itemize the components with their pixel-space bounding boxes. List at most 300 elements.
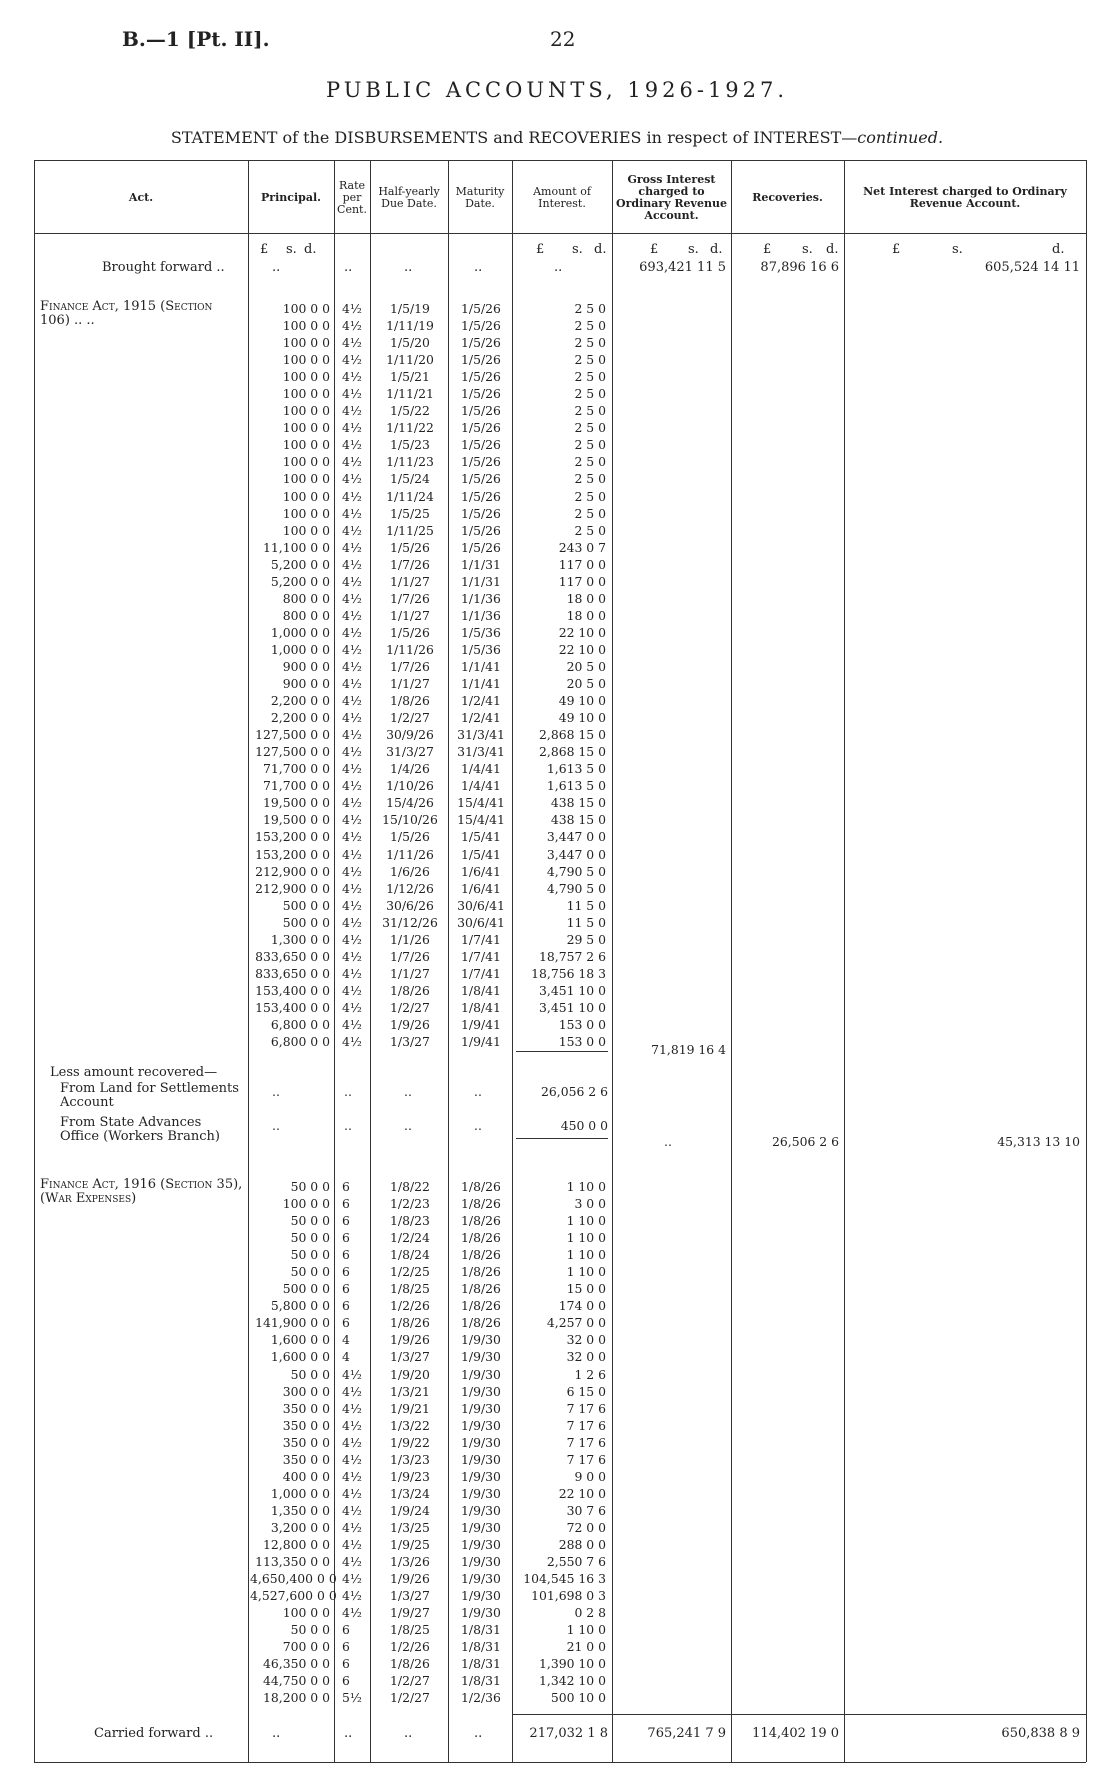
principal-cell: 500 0 0 (282, 897, 330, 913)
rate-cell: 4½ (342, 812, 362, 828)
half-yearly-date-cell: 1/9/24 (390, 1502, 430, 1518)
less-recovered-label: Less amount recovered— (50, 1065, 218, 1080)
col-principal: Principal. (261, 191, 321, 204)
table-row (34, 777, 1086, 794)
rate-cell: 4½ (342, 369, 362, 385)
rate-cell: 4½ (342, 846, 362, 862)
rate-cell: 6 (342, 1656, 350, 1672)
rate-cell: 4½ (342, 965, 362, 981)
half-yearly-date-cell: 1/8/26 (390, 1656, 430, 1672)
interest-amount-cell: 21 0 0 (566, 1639, 606, 1655)
carried-forward-label: Carried forward .. (94, 1726, 214, 1741)
table-row (34, 794, 1086, 811)
recovery-land-amount: 26,056 2 6 (541, 1084, 608, 1099)
carried-forward-amount: 217,032 1 8 (529, 1726, 608, 1741)
maturity-date-cell: 1/5/26 (461, 403, 501, 419)
half-yearly-date-cell: 1/7/26 (390, 658, 430, 674)
half-yearly-date-cell: 1/11/20 (386, 352, 434, 368)
page-number: 22 (550, 27, 576, 51)
maturity-date-cell: 1/8/26 (461, 1281, 501, 1297)
section-label-finance-act-1916: Finance Act, 1916 (Section 35),(War Expenses) (40, 1177, 243, 1206)
interest-amount-cell: 1 10 0 (566, 1622, 606, 1638)
principal-cell: 18,200 0 0 (263, 1690, 330, 1706)
maturity-date-cell: 1/1/36 (461, 607, 501, 623)
rate-cell: 6 (342, 1247, 350, 1263)
table-row (34, 351, 1086, 368)
rate-cell: 4½ (342, 488, 362, 504)
interest-amount-cell: 3,447 0 0 (546, 846, 606, 862)
rate-cell: 4½ (342, 727, 362, 743)
maturity-date-cell: 1/8/41 (461, 999, 501, 1015)
maturity-date-cell: 1/8/26 (461, 1264, 501, 1280)
unit-shilling: s. (572, 242, 583, 257)
half-yearly-date-cell: 1/5/20 (390, 335, 430, 351)
principal-cell: 800 0 0 (282, 607, 330, 623)
rate-cell: 4½ (342, 556, 362, 572)
table-row (34, 1689, 1086, 1706)
half-yearly-date-cell: 15/10/26 (382, 812, 438, 828)
col-gross: Gross Interest charged to Ordinary Revenue Account. (616, 173, 727, 222)
maturity-date-cell: 1/7/41 (461, 931, 501, 947)
table-row (34, 675, 1086, 692)
principal-cell: 500 0 0 (282, 914, 330, 930)
table-row (34, 556, 1086, 573)
table-row (34, 488, 1086, 505)
recoveries-total-1915: 26,506 2 6 (772, 1134, 839, 1149)
half-yearly-date-cell: 1/8/23 (390, 1213, 430, 1229)
table-row (34, 982, 1086, 999)
interest-amount-cell: 438 15 0 (550, 795, 606, 811)
maturity-date-cell: 1/8/26 (461, 1298, 501, 1314)
rate-cell: 4½ (342, 1366, 362, 1382)
interest-amount-cell: 2 5 0 (574, 454, 606, 470)
brought-forward-rate: .. (344, 260, 353, 275)
half-yearly-date-cell: 1/7/26 (390, 590, 430, 606)
half-yearly-date-cell: 1/8/26 (390, 982, 430, 998)
interest-amount-cell: 2 5 0 (574, 488, 606, 504)
table-row (34, 1434, 1086, 1451)
principal-cell: 127,500 0 0 (255, 727, 330, 743)
principal-cell: 100 0 0 (282, 505, 330, 521)
gross-recovery-dots: .. (664, 1134, 672, 1149)
table-row (34, 658, 1086, 675)
rate-cell: 4½ (342, 573, 362, 589)
principal-cell: 1,350 0 0 (270, 1502, 330, 1518)
maturity-date-cell: 1/9/30 (461, 1605, 501, 1621)
maturity-date-cell: 1/9/30 (461, 1366, 501, 1382)
interest-amount-cell: 174 0 0 (558, 1298, 606, 1314)
principal-cell: 50 0 0 (290, 1247, 330, 1263)
principal-cell: 19,500 0 0 (263, 795, 330, 811)
table-row (34, 300, 1086, 317)
maturity-date-cell: 1/8/31 (461, 1639, 501, 1655)
maturity-date-cell: 1/4/41 (461, 761, 501, 777)
half-yearly-date-cell: 1/3/26 (390, 1554, 430, 1570)
rate-cell: 4½ (342, 471, 362, 487)
principal-cell: 71,700 0 0 (263, 761, 330, 777)
principal-cell: 153,400 0 0 (255, 999, 330, 1015)
interest-amount-cell: 2 5 0 (574, 420, 606, 436)
unit-pence: d. (710, 242, 723, 257)
maturity-date-cell: 1/2/41 (461, 710, 501, 726)
recovery-land-rate: .. (344, 1084, 352, 1099)
maturity-date-cell: 1/1/31 (461, 556, 501, 572)
maturity-date-cell: 1/8/26 (461, 1315, 501, 1331)
half-yearly-date-cell: 1/1/27 (390, 965, 430, 981)
table-row (34, 931, 1086, 948)
table-row (34, 1621, 1086, 1638)
maturity-date-cell: 1/8/26 (461, 1196, 501, 1212)
principal-cell: 100 0 0 (282, 437, 330, 453)
maturity-date-cell: 1/8/31 (461, 1673, 501, 1689)
interest-amount-cell: 101,698 0 3 (531, 1588, 606, 1604)
principal-cell: 833,650 0 0 (255, 965, 330, 981)
principal-cell: 50 0 0 (290, 1230, 330, 1246)
brought-forward-gross: 693,421 11 5 (639, 260, 726, 275)
table-row (34, 811, 1086, 828)
half-yearly-date-cell: 1/8/26 (390, 1315, 430, 1331)
half-yearly-date-cell: 1/10/26 (386, 778, 434, 794)
table-row (34, 334, 1086, 351)
table-row (34, 1195, 1086, 1212)
rate-cell: 4½ (342, 607, 362, 623)
brought-forward-principal: .. (272, 260, 281, 275)
interest-amount-cell: 22 10 0 (558, 624, 606, 640)
rate-cell: 4½ (342, 1016, 362, 1032)
principal-cell: 2,200 0 0 (270, 710, 330, 726)
interest-amount-cell: 18 0 0 (566, 607, 606, 623)
unit-shilling: s. (286, 242, 297, 257)
rate-cell: 4½ (342, 1468, 362, 1484)
rate-cell: 4½ (342, 693, 362, 709)
rate-cell: 4½ (342, 1502, 362, 1518)
half-yearly-date-cell: 1/2/25 (390, 1264, 430, 1280)
principal-cell: 350 0 0 (282, 1400, 330, 1416)
half-yearly-date-cell: 1/3/27 (390, 1349, 430, 1365)
maturity-date-cell: 1/8/31 (461, 1656, 501, 1672)
table-row (34, 317, 1086, 334)
maturity-date-cell: 1/9/30 (461, 1332, 501, 1348)
principal-cell: 1,000 0 0 (270, 624, 330, 640)
maturity-date-cell: 1/5/26 (461, 522, 501, 538)
carried-forward-recoveries: 114,402 19 0 (752, 1726, 839, 1741)
principal-cell: 1,600 0 0 (270, 1349, 330, 1365)
statement-subtitle (0, 128, 1114, 147)
principal-cell: 1,300 0 0 (270, 931, 330, 947)
half-yearly-date-cell: 1/9/25 (390, 1536, 430, 1552)
half-yearly-date-cell: 15/4/26 (386, 795, 434, 811)
page-header-left: B.—1 [Pt. II]. (122, 27, 270, 51)
half-yearly-date-cell: 1/5/26 (390, 829, 430, 845)
rate-cell: 6 (342, 1213, 350, 1229)
half-yearly-date-cell: 1/1/27 (390, 607, 430, 623)
half-yearly-date-cell: 1/3/23 (390, 1451, 430, 1467)
interest-amount-cell: 15 0 0 (566, 1281, 606, 1297)
maturity-date-cell: 1/9/30 (461, 1434, 501, 1450)
half-yearly-date-cell: 1/5/26 (390, 539, 430, 555)
maturity-date-cell: 1/5/26 (461, 505, 501, 521)
half-yearly-date-cell: 1/9/21 (390, 1400, 430, 1416)
rate-cell: 4½ (342, 1571, 362, 1587)
table-row (34, 1229, 1086, 1246)
rate-cell: 4½ (342, 897, 362, 913)
rate-cell: 4½ (342, 1451, 362, 1467)
unit-shilling: s. (952, 242, 963, 257)
table-row (34, 1417, 1086, 1434)
rate-cell: 4½ (342, 999, 362, 1015)
rate-cell: 4½ (342, 1519, 362, 1535)
table-row (34, 1553, 1086, 1570)
rate-cell: 6 (342, 1281, 350, 1297)
maturity-date-cell: 1/8/26 (461, 1179, 501, 1194)
col-act: Act. (128, 191, 154, 204)
principal-cell: 100 0 0 (282, 386, 330, 402)
rate-cell: 4 (342, 1349, 350, 1365)
principal-cell: 4,527,600 0 0 (250, 1588, 337, 1604)
half-yearly-date-cell: 1/2/26 (390, 1298, 430, 1314)
half-yearly-date-cell: 1/2/27 (390, 710, 430, 726)
maturity-date-cell: 1/6/41 (461, 880, 501, 896)
interest-amount-cell: 3,447 0 0 (546, 829, 606, 845)
recovery-state-rate: .. (344, 1118, 352, 1133)
subtotal-rule (516, 1051, 608, 1052)
half-yearly-date-cell: 1/2/23 (390, 1196, 430, 1212)
brought-forward-net: 605,524 14 11 (984, 260, 1080, 275)
half-yearly-date-cell: 1/7/26 (390, 556, 430, 572)
interest-amount-cell: 7 17 6 (566, 1400, 606, 1416)
subtitle-main: STATEMENT of the DISBURSEMENTS and RECOVERIES in respect of INTEREST— (170, 128, 858, 147)
half-yearly-date-cell: 1/9/26 (390, 1016, 430, 1032)
half-yearly-date-cell: 1/3/27 (390, 1034, 430, 1050)
rate-cell: 4½ (342, 1485, 362, 1501)
interest-amount-cell: 2 5 0 (574, 403, 606, 419)
table-row (34, 470, 1086, 487)
maturity-date-cell: 1/5/26 (461, 301, 501, 316)
maturity-date-cell: 1/9/30 (461, 1554, 501, 1570)
maturity-date-cell: 1/9/30 (461, 1400, 501, 1416)
half-yearly-date-cell: 1/3/24 (390, 1485, 430, 1501)
principal-cell: 100 0 0 (282, 318, 330, 334)
maturity-date-cell: 1/1/31 (461, 573, 501, 589)
half-yearly-date-cell: 1/1/26 (390, 931, 430, 947)
table-row (34, 607, 1086, 624)
interest-amount-cell: 9 0 0 (574, 1468, 606, 1484)
rate-cell: 6 (342, 1196, 350, 1212)
table-row (34, 1212, 1086, 1229)
maturity-date-cell: 1/8/26 (461, 1247, 501, 1263)
principal-cell: 212,900 0 0 (255, 880, 330, 896)
interest-amount-cell: 1 10 0 (566, 1264, 606, 1280)
interest-amount-cell: 18,756 18 3 (531, 965, 606, 981)
maturity-date-cell: 1/5/26 (461, 420, 501, 436)
principal-cell: 46,350 0 0 (263, 1656, 330, 1672)
half-yearly-date-cell: 1/3/25 (390, 1519, 430, 1535)
interest-amount-cell: 30 7 6 (566, 1502, 606, 1518)
interest-amount-cell: 72 0 0 (566, 1519, 606, 1535)
table-row (34, 1672, 1086, 1689)
interest-amount-cell: 7 17 6 (566, 1434, 606, 1450)
half-yearly-date-cell: 1/2/27 (390, 1673, 430, 1689)
half-yearly-date-cell: 1/5/26 (390, 624, 430, 640)
half-yearly-date-cell: 1/1/27 (390, 676, 430, 692)
table-row (34, 419, 1086, 436)
rate-cell: 4½ (342, 386, 362, 402)
principal-cell: 100 0 0 (282, 1605, 330, 1621)
table-row (34, 846, 1086, 863)
recovery-land-settlements-label: From Land for Settlements Account (60, 1081, 239, 1110)
table-row (34, 1178, 1086, 1195)
half-yearly-date-cell: 1/2/27 (390, 999, 430, 1015)
table-row (34, 914, 1086, 931)
rate-cell: 4½ (342, 1536, 362, 1552)
rate-cell: 4½ (342, 301, 362, 316)
interest-amount-cell: 2 5 0 (574, 318, 606, 334)
principal-cell: 141,900 0 0 (255, 1315, 330, 1331)
rate-cell: 4½ (342, 1034, 362, 1050)
rate-cell: 4½ (342, 1400, 362, 1416)
maturity-date-cell: 1/5/26 (461, 318, 501, 334)
principal-cell: 5,200 0 0 (270, 556, 330, 572)
maturity-date-cell: 1/1/36 (461, 590, 501, 606)
principal-cell: 153,400 0 0 (255, 982, 330, 998)
rate-cell: 4½ (342, 914, 362, 930)
principal-cell: 350 0 0 (282, 1434, 330, 1450)
rate-cell: 4½ (342, 505, 362, 521)
half-yearly-date-cell: 1/9/26 (390, 1571, 430, 1587)
unit-pence: d. (304, 242, 317, 257)
half-yearly-date-cell: 1/2/24 (390, 1230, 430, 1246)
table-row (34, 948, 1086, 965)
interest-amount-cell: 2 5 0 (574, 369, 606, 385)
principal-cell: 900 0 0 (282, 676, 330, 692)
half-yearly-date-cell: 1/11/23 (386, 454, 434, 470)
table-row (34, 624, 1086, 641)
rate-cell: 4½ (342, 795, 362, 811)
interest-amount-cell: 18 0 0 (566, 590, 606, 606)
half-yearly-date-cell: 1/8/22 (390, 1179, 430, 1194)
rate-cell: 4½ (342, 539, 362, 555)
carried-forward-net: 650,838 8 9 (1001, 1726, 1080, 1741)
half-yearly-date-cell: 1/3/21 (390, 1383, 430, 1399)
unit-pound: £ (892, 242, 901, 257)
unit-pence: d. (826, 242, 839, 257)
maturity-date-cell: 1/8/26 (461, 1230, 501, 1246)
interest-amount-cell: 2 5 0 (574, 301, 606, 316)
half-yearly-date-cell: 1/11/24 (386, 488, 434, 504)
maturity-date-cell: 1/6/41 (461, 863, 501, 879)
principal-cell: 3,200 0 0 (270, 1519, 330, 1535)
table-row (34, 1400, 1086, 1417)
table-row (34, 522, 1086, 539)
half-yearly-date-cell: 1/3/22 (390, 1417, 430, 1433)
table-row (34, 760, 1086, 777)
half-yearly-date-cell: 1/11/22 (386, 420, 434, 436)
rate-cell: 4½ (342, 710, 362, 726)
interest-amount-cell: 7 17 6 (566, 1417, 606, 1433)
interest-amount-cell: 3 0 0 (574, 1196, 606, 1212)
maturity-date-cell: 1/1/41 (461, 676, 501, 692)
rate-cell: 4 (342, 1332, 350, 1348)
principal-cell: 350 0 0 (282, 1417, 330, 1433)
principal-cell: 44,750 0 0 (263, 1673, 330, 1689)
half-yearly-date-cell: 1/8/25 (390, 1622, 430, 1638)
maturity-date-cell: 1/9/30 (461, 1502, 501, 1518)
principal-cell: 6,800 0 0 (270, 1034, 330, 1050)
half-yearly-date-cell: 1/5/19 (390, 301, 430, 316)
maturity-date-cell: 1/9/30 (461, 1417, 501, 1433)
principal-cell: 100 0 0 (282, 335, 330, 351)
rate-cell: 4½ (342, 641, 362, 657)
half-yearly-date-cell: 1/4/26 (390, 761, 430, 777)
principal-cell: 1,000 0 0 (270, 1485, 330, 1501)
interest-amount-cell: 1,342 10 0 (539, 1673, 606, 1689)
carried-forward-gross: 765,241 7 9 (647, 1726, 726, 1741)
half-yearly-date-cell: 1/2/26 (390, 1639, 430, 1655)
interest-amount-cell: 2 5 0 (574, 505, 606, 521)
rate-cell: 4½ (342, 829, 362, 845)
table-row (34, 965, 1086, 982)
half-yearly-date-cell: 1/3/27 (390, 1588, 430, 1604)
recovery-state-amount: 450 0 0 (560, 1118, 608, 1133)
rate-cell: 4½ (342, 590, 362, 606)
col-rate: Rate per Cent. (337, 179, 367, 216)
table-row (34, 1383, 1086, 1400)
half-yearly-date-cell: 30/6/26 (386, 897, 434, 913)
principal-cell: 100 0 0 (282, 1196, 330, 1212)
maturity-date-cell: 1/9/30 (461, 1451, 501, 1467)
half-yearly-date-cell: 1/7/26 (390, 948, 430, 964)
half-yearly-date-cell: 31/12/26 (382, 914, 438, 930)
half-yearly-date-cell: 1/5/21 (390, 369, 430, 385)
rate-cell: 4½ (342, 778, 362, 794)
rate-cell: 6 (342, 1230, 350, 1246)
unit-shilling: s. (688, 242, 699, 257)
recovery-state-advances-label: From State Advances Office (Workers Branch) (60, 1115, 220, 1144)
brought-forward-half: .. (404, 260, 413, 275)
table-row (34, 1263, 1086, 1280)
interest-amount-cell: 4,790 5 0 (546, 863, 606, 879)
table-row (34, 641, 1086, 658)
table-row (34, 709, 1086, 726)
interest-amount-cell: 11 5 0 (566, 914, 606, 930)
rate-cell: 6 (342, 1264, 350, 1280)
interest-amount-cell: 104,545 16 3 (523, 1571, 606, 1587)
principal-cell: 100 0 0 (282, 369, 330, 385)
interest-amount-cell: 500 10 0 (550, 1690, 606, 1706)
interest-amount-cell: 153 0 0 (558, 1016, 606, 1032)
unit-pound: £ (536, 242, 545, 257)
recovery-land-maturity: .. (474, 1084, 482, 1099)
rate-cell: 4½ (342, 1605, 362, 1621)
table-row (34, 828, 1086, 845)
maturity-date-cell: 1/9/30 (461, 1536, 501, 1552)
brought-forward-recoveries: 87,896 16 6 (760, 260, 839, 275)
table-row (34, 453, 1086, 470)
interest-amount-cell: 1 10 0 (566, 1179, 606, 1194)
maturity-date-cell: 15/4/41 (457, 812, 505, 828)
recovery-land-principal: .. (272, 1084, 280, 1099)
principal-cell: 700 0 0 (282, 1639, 330, 1655)
carried-forward-principal: .. (272, 1726, 281, 1741)
interest-amount-cell: 11 5 0 (566, 897, 606, 913)
carried-forward-maturity: .. (474, 1726, 483, 1741)
subtitle-italic: continued. (857, 128, 944, 147)
interest-amount-cell: 49 10 0 (558, 710, 606, 726)
section-label-finance-act-1915: Finance Act, 1915 (Section 106) .. .. (40, 299, 213, 328)
rate-cell: 4½ (342, 1434, 362, 1450)
unit-shilling: s. (802, 242, 813, 257)
principal-cell: 2,200 0 0 (270, 693, 330, 709)
